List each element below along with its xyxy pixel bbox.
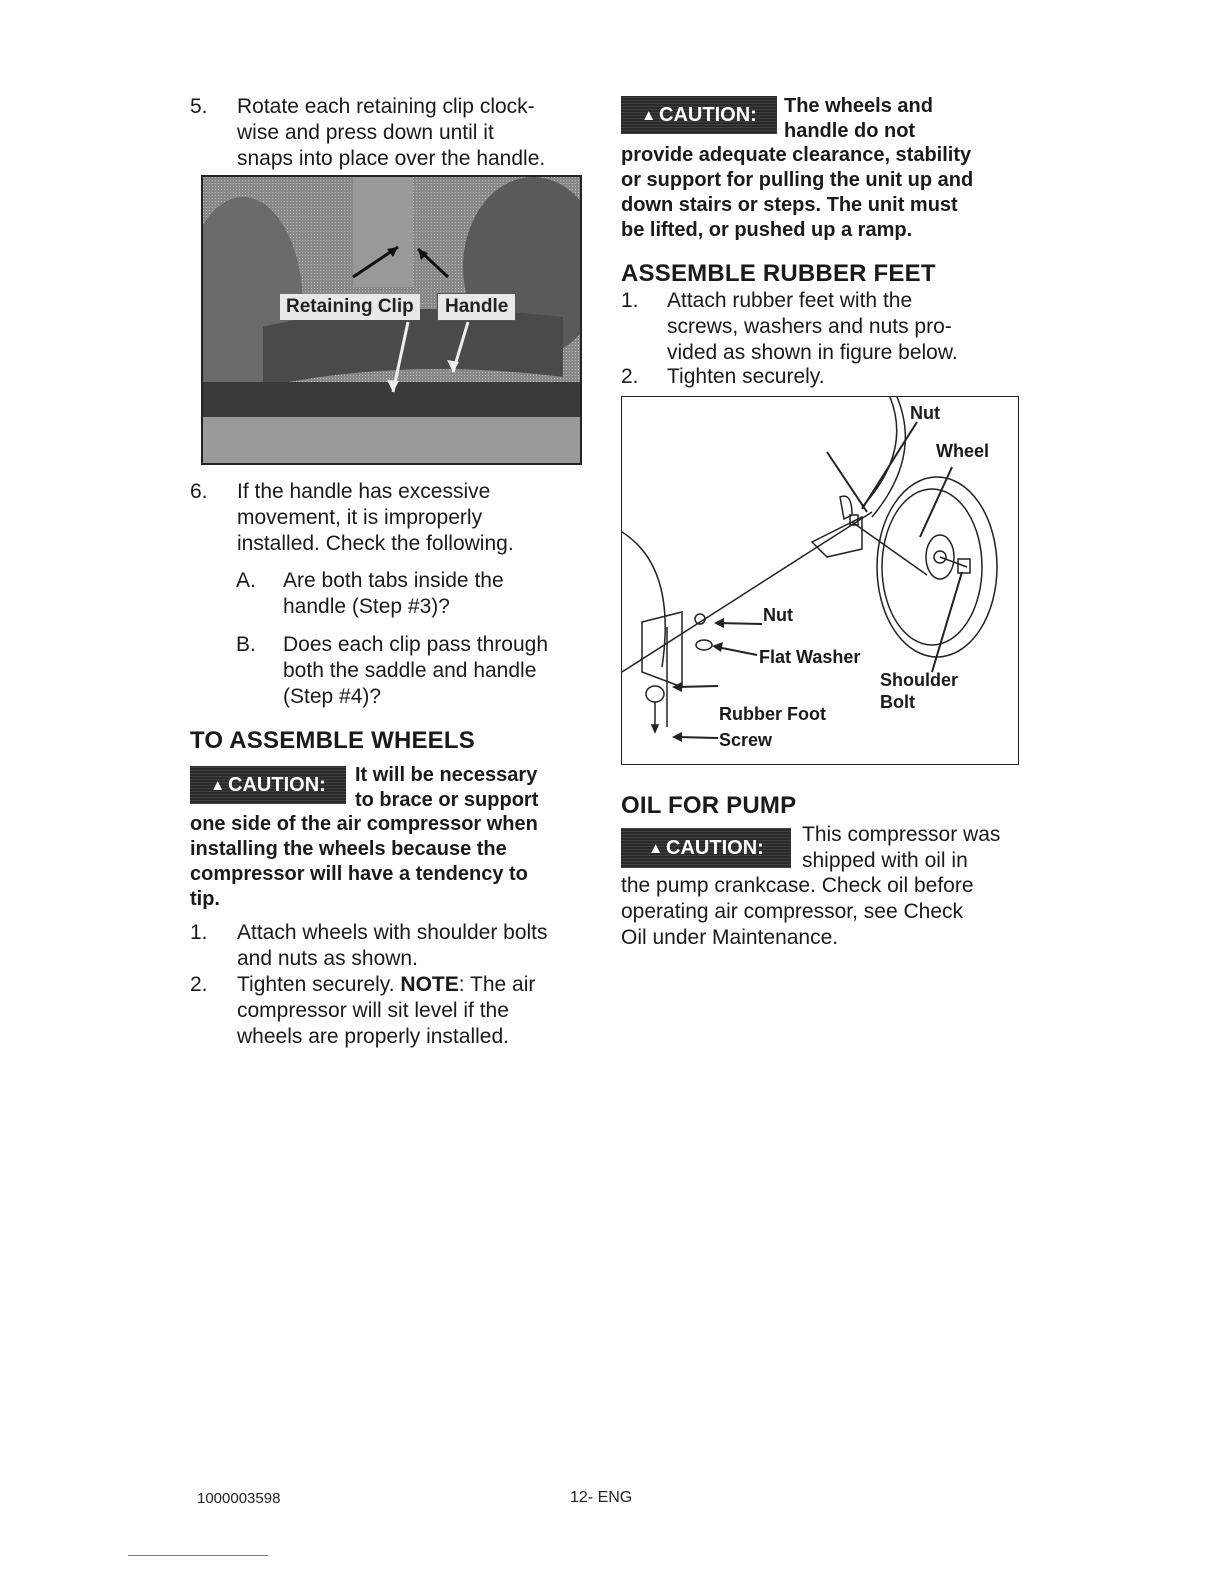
step-number: 1.: [190, 921, 208, 944]
footer-rule: [128, 1555, 268, 1556]
page-number: 12- ENG: [570, 1489, 633, 1506]
step-text: Tighten securely.: [667, 365, 825, 388]
retaining-clip-label: Retaining Clip: [280, 294, 420, 320]
step-number: 2.: [621, 365, 639, 388]
caution-side-text: It will be necessary to brace or support: [355, 764, 539, 811]
step-text: Are both tabs inside the handle (Step #3)?: [283, 569, 504, 618]
step-number: 6.: [190, 480, 208, 503]
wheels-step-2: [190, 972, 590, 1052]
step-text-pre: Tighten securely.: [237, 973, 401, 996]
wheels-step-1: [190, 920, 590, 974]
section-heading-wheels: TO ASSEMBLE WHEELS: [190, 727, 475, 754]
caution-body-text: provide adequate clearance, stability or support for pulling the unit up and down stairs or steps. The unit must be lifted, or pushed up a ramp.: [621, 144, 974, 241]
feet-step-1: [621, 288, 1021, 368]
retaining-clip-photo: [201, 175, 582, 465]
step-text: Does each clip pass through both the saddle and handle (Step #4)?: [283, 633, 548, 708]
photo-illustration: [203, 177, 580, 463]
handle-label: Handle: [437, 293, 516, 321]
caution-badge: [190, 766, 346, 804]
label-flat-washer: Flat Washer: [759, 647, 861, 667]
warning-icon: ▲: [641, 106, 657, 124]
step-a: [236, 568, 596, 622]
warning-icon: ▲: [210, 776, 226, 794]
caution-badge: [621, 96, 777, 134]
warning-icon: ▲: [648, 839, 664, 857]
caution-side-text: The wheels and handle do not: [784, 95, 933, 142]
step-text-post: : The air compressor will sit level if the wheels are properly installed.: [237, 973, 536, 1048]
caution-body-text: one side of the air compressor when installing the wheels because the compressor will have a tendency to tip.: [190, 813, 538, 910]
step-number: 2.: [190, 973, 208, 996]
step-number: 5.: [190, 95, 208, 118]
step-text: Attach rubber feet with the screws, washers and nuts pro- vided as shown in figure below.: [667, 289, 958, 364]
step-text: [237, 972, 535, 1050]
label-screw: Screw: [719, 730, 773, 750]
caution-label: CAUTION:: [666, 836, 764, 859]
oil-caution-body-text: the pump crankcase. Check oil before operating air compressor, see Check Oil under Maintenance.: [621, 874, 974, 949]
label-shoulder-bolt: Shoulder Bolt: [880, 670, 959, 712]
label-wheel: Wheel: [936, 441, 990, 461]
label-nut: Nut: [763, 605, 793, 625]
feet-step-2: [621, 364, 1021, 392]
step-5: [190, 94, 590, 174]
step-6: [190, 479, 590, 559]
step-letter: B.: [236, 633, 256, 656]
step-text: Attach wheels with shoulder bolts and nuts as shown.: [237, 921, 548, 970]
step-text: If the handle has excessive movement, it is improperly installed. Check the following.: [237, 480, 514, 555]
section-heading-rubber-feet: ASSEMBLE RUBBER FEET: [621, 260, 936, 287]
step-text: Rotate each retaining clip clock- wise and press down until it snaps into place over the handle.: [237, 95, 546, 170]
step-b: [236, 632, 596, 712]
document-number: 1000003598: [197, 1490, 281, 1507]
step-number: 1.: [621, 289, 639, 312]
caution-label: CAUTION:: [228, 773, 326, 796]
label-nut-top: Nut: [910, 403, 940, 423]
label-rubber-foot: Rubber Foot: [719, 704, 826, 724]
oil-caution-side-text: This compressor was shipped with oil in: [802, 823, 1001, 872]
section-heading-oil: OIL FOR PUMP: [621, 792, 797, 819]
caution-label: CAUTION:: [659, 103, 757, 126]
step-letter: A.: [236, 569, 256, 592]
note-label: NOTE: [400, 973, 459, 996]
caution-badge: [621, 828, 791, 868]
rubber-feet-diagram: [621, 396, 1019, 765]
